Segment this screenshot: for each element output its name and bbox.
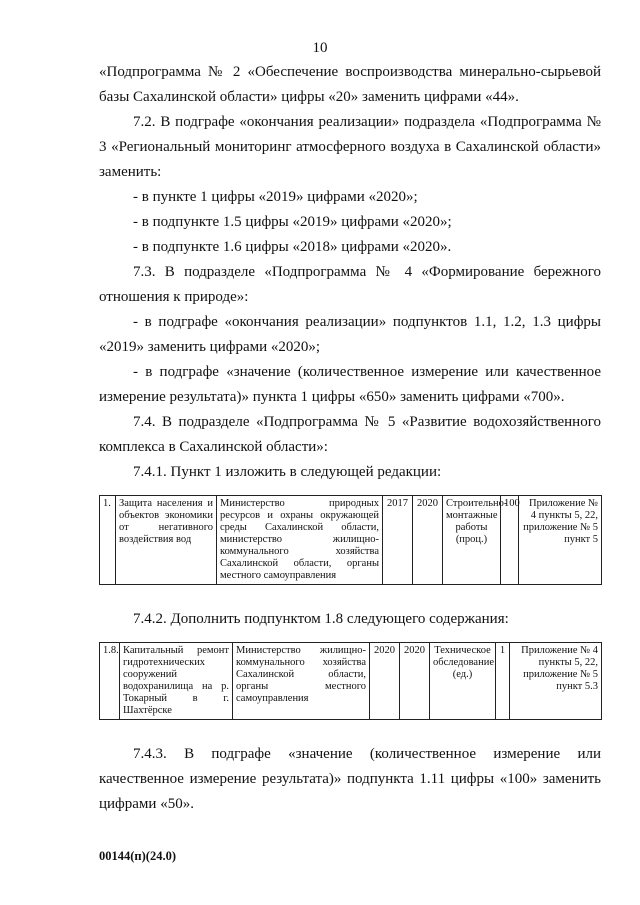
cell-number: 1. <box>100 496 116 585</box>
cell-executor: Министерство природных ресурсов и охраны окружающей среды Сахалинской области, министерство жилищно-коммунального хозяйства Сахалинской области, органы местного самоуправления <box>217 496 383 585</box>
paragraph-intro-line-1: «Подпрограмма № 2 «Обеспечение воспроизводства минерально-сырьевой <box>99 64 601 80</box>
document-code: 00144(п)(24.0) <box>99 849 176 863</box>
spacer <box>99 585 601 607</box>
cell-end-year: 2020 <box>413 496 443 585</box>
cell-name: Капитальный ремонт гидротехнических сооружений водохранилища на р. Токарный в г. Шахтёрске <box>120 643 233 720</box>
paragraph-7-4-3: 7.4.3. В подграфе «значение (количественное измерение или качественное измерение результата)» подпункта 1.11 цифры «100» заменить цифрами «50». <box>99 746 601 812</box>
spacer <box>99 720 601 742</box>
paragraph-7-3-item-2: - в подграфе «значение (количественное измерение или качественное измерение результата)» пункта 1 цифры «650» заменить цифрами «700». <box>99 364 601 405</box>
paragraph-7-4-1: 7.4.1. Пункт 1 изложить в следующей редакции: <box>133 464 442 480</box>
paragraph-intro-line-2: базы Сахалинской области» цифры «20» заменить цифрами «44». <box>99 89 519 105</box>
paragraph-7-2-item-2: - в подпункте 1.5 цифры «2019» цифрами «2020»; <box>133 214 452 230</box>
cell-indicator: Техническое обследование (ед.) <box>430 643 496 720</box>
cell-value: 1 <box>496 643 510 720</box>
cell-start-year: 2020 <box>370 643 400 720</box>
paragraph-7-4: 7.4. В подразделе «Подпрограмма № 5 «Развитие водохозяйственного комплекса в Сахалинской области»: <box>99 414 601 455</box>
page-number: 10 <box>312 40 328 56</box>
paragraph-7-3-item-1: - в подграфе «окончания реализации» подпунктов 1.1, 1.2, 1.3 цифры «2019» заменить цифрами «2020»; <box>99 314 601 355</box>
cell-executor: Министерство жилищно-коммунального хозяйства Сахалинской области, органы местного самоуправления <box>233 643 370 720</box>
document-body <box>99 60 601 817</box>
table-item-1 <box>99 495 602 585</box>
cell-end-year: 2020 <box>400 643 430 720</box>
cell-appendix: Приложение № 4 пункты 5, 22, приложение № 5 пункт 5.3 <box>510 643 602 720</box>
table-row <box>100 496 602 585</box>
table-row <box>100 643 602 720</box>
cell-indicator: Строительно-монтажные работы (проц.) <box>443 496 501 585</box>
cell-appendix: Приложение № 4 пункты 5, 22, приложение № 5 пункт 5 <box>519 496 602 585</box>
cell-name: Защита населения и объектов экономики от негативного воздействия вод <box>116 496 217 585</box>
paragraph-7-2-item-1: - в пункте 1 цифры «2019» цифрами «2020»; <box>133 189 418 205</box>
paragraph-7-2: 7.2. В подграфе «окончания реализации» подраздела «Подпрограмма № 3 «Региональный мониторинг атмосферного воздуха в Сахалинской области» заменить: <box>99 114 601 180</box>
table-item-1-8 <box>99 642 602 720</box>
cell-number: 1.8. <box>100 643 120 720</box>
spacer <box>99 632 601 642</box>
cell-start-year: 2017 <box>383 496 413 585</box>
spacer <box>99 485 601 495</box>
cell-value: 100 <box>501 496 519 585</box>
paragraph-7-4-2: 7.4.2. Дополнить подпунктом 1.8 следующего содержания: <box>133 611 509 627</box>
paragraph-7-2-item-3: - в подпункте 1.6 цифры «2018» цифрами «2020». <box>133 239 452 255</box>
paragraph-7-3: 7.3. В подразделе «Подпрограмма № 4 «Формирование бережного отношения к природе»: <box>99 264 601 305</box>
